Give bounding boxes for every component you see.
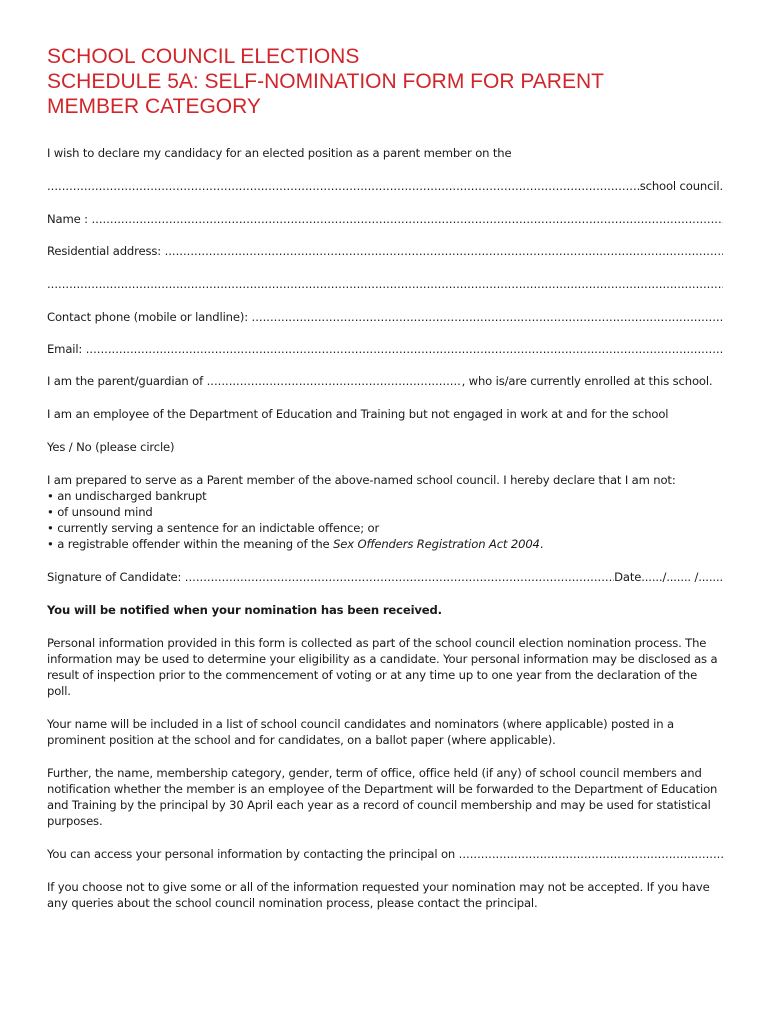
address-label: Residential address:	[47, 244, 162, 258]
parent-guardian-field[interactable]	[47, 373, 723, 389]
email-blank[interactable]	[86, 341, 723, 357]
act-suffix: .	[539, 537, 544, 551]
declaration-item-act	[47, 536, 723, 552]
privacy-paragraph: Personal information provided in this form is collected as part of the school council election nomination process. The information may be used to determine your eligibility as a candidate. Your personal information may be disclosed as a result of inspection prior to the commencement of voting or at any time up to one year from the declaration of the poll.	[47, 636, 718, 698]
signature-label: Signature of Candidate:	[47, 570, 182, 584]
address-field[interactable]	[47, 243, 723, 259]
title-line-3: MEMBER CATEGORY	[47, 95, 261, 118]
student-name-blank[interactable]	[207, 373, 462, 389]
access-text: You can access your personal information by contacting the principal on	[47, 847, 456, 861]
email-label: Email:	[47, 342, 83, 356]
act-name: Sex Offenders Registration Act 2004	[333, 537, 540, 551]
principal-contact-blank[interactable]	[459, 846, 723, 862]
email-field[interactable]	[47, 341, 723, 357]
name-field[interactable]	[47, 211, 723, 227]
declaration-item: • of unsound mind	[47, 505, 153, 519]
privacy-paragraph: Further, the name, membership category, gender, term of office, office held (if any) of school council members and notification whether the member is an employee of the Department will be forwarded to the Department of Education and Training by the principal by 30 April each year as a record of council membership and may be used for statistical purposes.	[47, 766, 718, 828]
employee-statement: I am an employee of the Department of Education and Training but not engaged in work at and for the school	[47, 407, 669, 421]
act-prefix: • a registrable offender within the meaning of the	[47, 537, 334, 551]
final-paragraph: If you choose not to give some or all of the information requested your nomination may not be accepted. If you have any queries about the school council nomination process, please contact the principal.	[47, 880, 710, 910]
declaration-item: • an undischarged bankrupt	[47, 489, 207, 503]
date-blank[interactable]: ....../....... /.......	[641, 570, 723, 584]
address-blank-2[interactable]	[47, 276, 723, 292]
phone-field[interactable]	[47, 309, 723, 325]
phone-blank[interactable]	[252, 309, 723, 325]
address-field-line-2[interactable]	[47, 276, 723, 292]
school-council-field[interactable]	[47, 178, 723, 194]
school-council-suffix: school council.	[639, 179, 723, 193]
address-blank[interactable]	[165, 243, 723, 259]
phone-label: Contact phone (mobile or landline):	[47, 310, 248, 324]
signature-row[interactable]	[47, 569, 723, 585]
school-council-blank[interactable]	[47, 178, 640, 194]
title-line-2: SCHEDULE 5A: SELF-NOMINATION FORM FOR PARENT	[47, 70, 604, 93]
signature-blank[interactable]	[185, 569, 614, 585]
parent-prefix: I am the parent/guardian of	[47, 374, 204, 388]
access-row[interactable]	[47, 846, 723, 862]
title-line-1: SCHOOL COUNCIL ELECTIONS	[47, 45, 360, 68]
parent-suffix: , who is/are currently enrolled at this school.	[461, 374, 713, 388]
form-title	[47, 44, 737, 119]
intro-text: I wish to declare my candidacy for an elected position as a parent member on the	[47, 146, 512, 160]
date-label: Date	[614, 570, 642, 584]
name-label: Name :	[47, 212, 88, 226]
yes-no-choice[interactable]: Yes / No (please circle)	[47, 440, 175, 454]
declaration-intro: I am prepared to serve as a Parent member of the above-named school council. I hereby declare that I am not:	[47, 473, 676, 487]
privacy-paragraph: Your name will be included in a list of school council candidates and nominators (where applicable) posted in a prominent position at the school and for candidates, on a ballot paper (where applicable).	[47, 717, 674, 747]
notified-text: You will be notified when your nomination has been received.	[47, 603, 442, 617]
declaration-item: • currently serving a sentence for an indictable offence; or	[47, 521, 380, 535]
name-blank[interactable]	[91, 211, 723, 227]
